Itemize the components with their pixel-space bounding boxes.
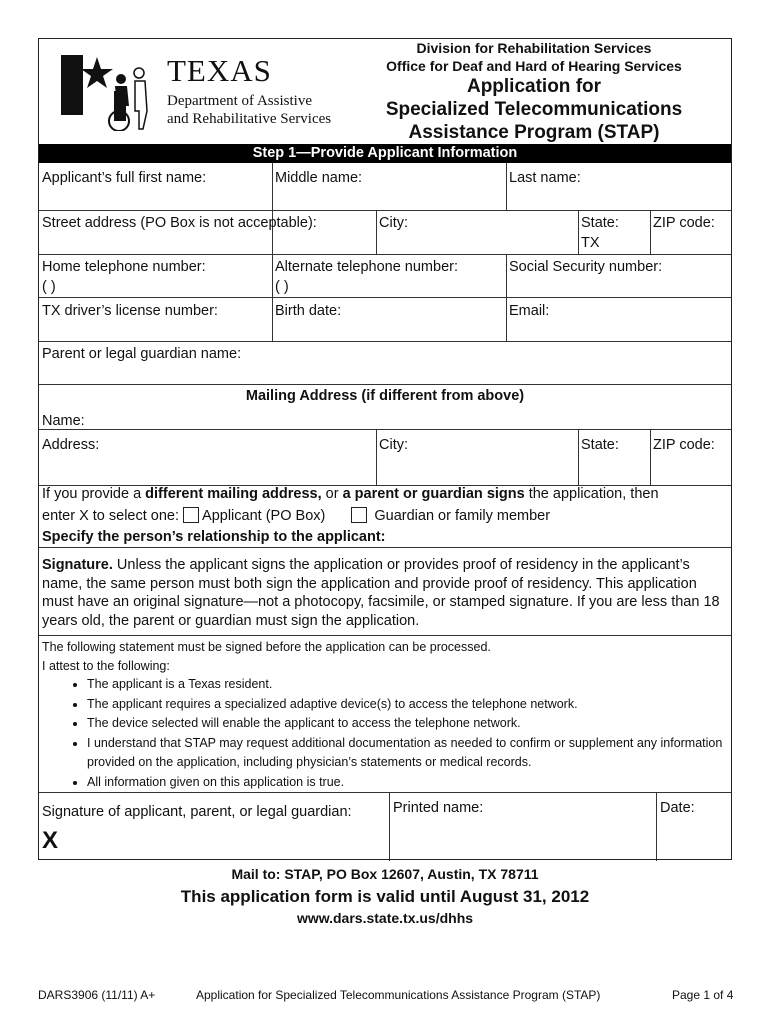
signature-paragraph: Signature. Unless the applicant signs the application or provides proof of residency in the applicant’s name, the same person must both sign the application and provide proof of residency. This application must have an original signature—not a photocopy, facsimile, or stamped signature. If you are less than 18 years old, the parent or guardian must sign the application. — [42, 557, 720, 629]
dars-logo — [59, 51, 349, 131]
relationship-specify-label: Specify the person’s relationship to the applicant: — [42, 529, 386, 545]
attest-list — [65, 675, 727, 792]
state-label: State: — [581, 215, 619, 231]
col-divider — [506, 254, 507, 341]
birth-date-label: Birth date: — [275, 303, 342, 319]
license-label: TX driver’s license number: — [42, 303, 218, 319]
printed-name-label: Printed name: — [393, 800, 484, 816]
row-divider — [39, 547, 731, 548]
mailing-state-label: State: — [581, 437, 619, 453]
middle-name-label: Middle name: — [275, 170, 363, 186]
attest-intro: I attest to the following: — [42, 659, 170, 673]
title-line1: Application for — [466, 76, 602, 97]
list-item: • The device selected will enable the applicant to access the telephone network. — [87, 714, 727, 734]
row-divider — [39, 384, 731, 385]
form-id: DARS3906 (11/11) A+ — [38, 988, 156, 1002]
mailing-heading: Mailing Address (if different from above) — [245, 388, 525, 404]
row-divider — [39, 429, 731, 430]
state-value: TX — [581, 235, 600, 251]
logo-dept-line1: Department of Assistive — [167, 93, 312, 109]
list-item: • All information given on this application is true. — [87, 773, 727, 793]
list-item: • The applicant requires a specialized adaptive device(s) to access the telephone network. — [87, 695, 727, 715]
title-line2: Specialized Telecommunications — [385, 99, 683, 120]
col-divider — [376, 429, 377, 485]
form-frame — [38, 38, 732, 860]
mail-to: Mail to: STAP, PO Box 12607, Austin, TX 78711 — [231, 866, 539, 882]
col-divider — [650, 210, 651, 254]
date-label: Date: — [660, 800, 695, 816]
logo-texas: TEXAS — [167, 53, 272, 88]
title-line3: Assistance Program (STAP) — [408, 122, 660, 143]
attest-statement: The following statement must be signed before the application can be processed. — [42, 640, 491, 654]
logo-dept-line2: and Rehabilitative Services — [167, 111, 332, 127]
zip-label: ZIP code: — [653, 215, 715, 231]
applicant-po-box-checkbox[interactable] — [183, 507, 199, 523]
row-divider — [39, 254, 731, 255]
row-divider — [39, 210, 731, 211]
row-divider — [39, 297, 731, 298]
last-name-label: Last name: — [509, 170, 581, 186]
email-label: Email: — [509, 303, 550, 319]
signature-x-mark: X — [42, 827, 59, 854]
street-label: Street address (PO Box is not acceptable): — [42, 215, 317, 231]
row-divider — [39, 635, 731, 636]
alt-phone-parens: ( ) — [275, 279, 289, 295]
list-item: • I understand that STAP may request additional documentation as needed to confirm or supplement any information provided on the application, including physician’s statements or medical records. — [87, 734, 727, 773]
mailing-zip-label: ZIP code: — [653, 437, 715, 453]
page-number: Page 1 of 4 — [672, 988, 734, 1002]
row-divider — [39, 341, 731, 342]
home-phone-parens: ( ) — [42, 279, 56, 295]
city-label: City: — [379, 215, 408, 231]
col-divider — [650, 429, 651, 485]
website-link[interactable]: www.dars.state.tx.us/dhhs — [296, 910, 474, 926]
relationship-select-row: enter X to select one: Applicant (PO Box) Guardian or family member — [42, 508, 551, 524]
relationship-instructions: If you provide a different mailing address, or a parent or guardian signs the application, then — [42, 486, 659, 502]
list-item: • The applicant is a Texas resident. — [87, 675, 727, 695]
signature-label: Signature of applicant, parent, or legal guardian: — [42, 804, 352, 820]
division-line: Division for Rehabilitation Services — [416, 40, 652, 56]
alt-phone-label: Alternate telephone number: — [275, 259, 458, 275]
col-divider — [506, 163, 507, 210]
col-divider — [656, 792, 657, 861]
guardian-name-label: Parent or legal guardian name: — [42, 346, 242, 362]
mailing-city-label: City: — [379, 437, 408, 453]
ssn-label: Social Security number: — [509, 259, 663, 275]
home-phone-label: Home telephone number: — [42, 259, 206, 275]
texas-flag-person-icon — [59, 51, 164, 131]
office-line: Office for Deaf and Hard of Hearing Services — [386, 58, 682, 74]
guardian-family-checkbox[interactable] — [351, 507, 367, 523]
first-name-label: Applicant’s full first name: — [42, 170, 207, 186]
col-divider — [272, 163, 273, 341]
valid-until: This application form is valid until August 31, 2012 — [180, 887, 590, 906]
col-divider — [376, 210, 377, 254]
col-divider — [578, 429, 579, 485]
step1-heading: Step 1—Provide Applicant Information — [39, 144, 731, 163]
col-divider — [389, 792, 390, 861]
row-divider — [39, 792, 731, 793]
mailing-name-label: Name: — [42, 413, 85, 429]
col-divider — [578, 210, 579, 254]
mailing-address-label: Address: — [42, 437, 100, 453]
form-title-footer: Application for Specialized Telecommunications Assistance Program (STAP) — [196, 988, 601, 1002]
